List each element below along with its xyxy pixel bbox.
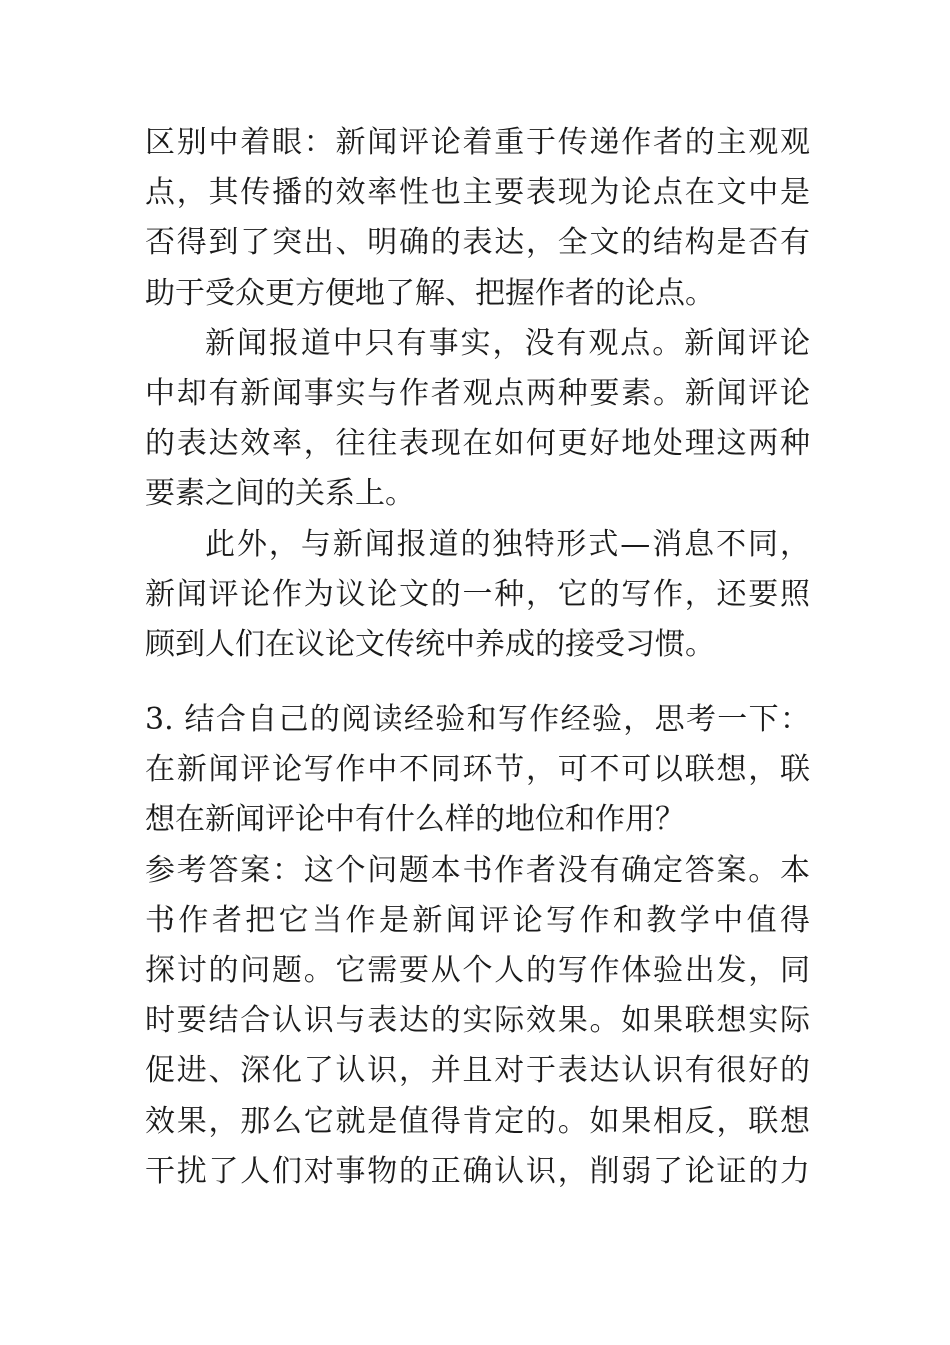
text-line: 探讨的问题。它需要从个人的写作体验出发，同 bbox=[145, 953, 810, 988]
text-line: 3. 结合自己的阅读经验和写作经验，思考一下： bbox=[145, 702, 810, 738]
text-line: 新闻报道中只有事实，没有观点。新闻评论 bbox=[205, 325, 810, 361]
text-line: 想在新闻评论中有什么样的地位和作用？ bbox=[145, 802, 685, 838]
text-line: 要素之间的关系上。 bbox=[145, 476, 415, 512]
paragraph-facts-and-views bbox=[145, 319, 810, 520]
text-line: 时要结合认识与表达的实际效果。如果联想实际 bbox=[145, 1003, 810, 1039]
text-line: 书作者把它当作是新闻评论写作和教学中值得 bbox=[145, 902, 810, 938]
text-line: 顾到人们在议论文传统中养成的接受习惯。 bbox=[145, 626, 715, 662]
reference-answer bbox=[145, 846, 810, 1197]
section-gap bbox=[145, 670, 810, 695]
text-line: 助于受众更方便地了解、把握作者的论点。 bbox=[145, 275, 715, 311]
text-line: 促进、深化了认识，并且对于表达认识有很好的 bbox=[145, 1053, 810, 1089]
text-line: 中却有新闻事实与作者观点两种要素。新闻评论 bbox=[145, 375, 810, 411]
text-line: 新闻评论作为议论文的一种，它的写作，还要照 bbox=[145, 576, 810, 612]
text-line: 此外，与新闻报道的独特形式—消息不同， bbox=[205, 526, 810, 562]
text-line: 效果，那么它就是值得肯定的。如果相反，联想 bbox=[145, 1103, 810, 1139]
text-line: 否得到了突出、明确的表达，全文的结构是否有 bbox=[145, 225, 810, 261]
text-line: 的表达效率，往往表现在如何更好地处理这两种 bbox=[145, 426, 810, 462]
text-line: 点，其传播的效率性也主要表现为论点在文中是 bbox=[145, 175, 810, 211]
paragraph-reading-habits bbox=[145, 520, 810, 671]
document-page bbox=[145, 118, 810, 1197]
text-line: 在新闻评论写作中不同环节，可不可以联想，联 bbox=[145, 752, 810, 788]
question-3 bbox=[145, 695, 810, 846]
text-line: 干扰了人们对事物的正确认识，削弱了论证的力 bbox=[145, 1153, 810, 1189]
text-line: 区别中着眼：新闻评论着重于传递作者的主观观 bbox=[145, 125, 810, 160]
paragraph-efficiency-viewpoint bbox=[145, 118, 810, 319]
text-line: 参考答案：这个问题本书作者没有确定答案。本 bbox=[145, 852, 810, 888]
